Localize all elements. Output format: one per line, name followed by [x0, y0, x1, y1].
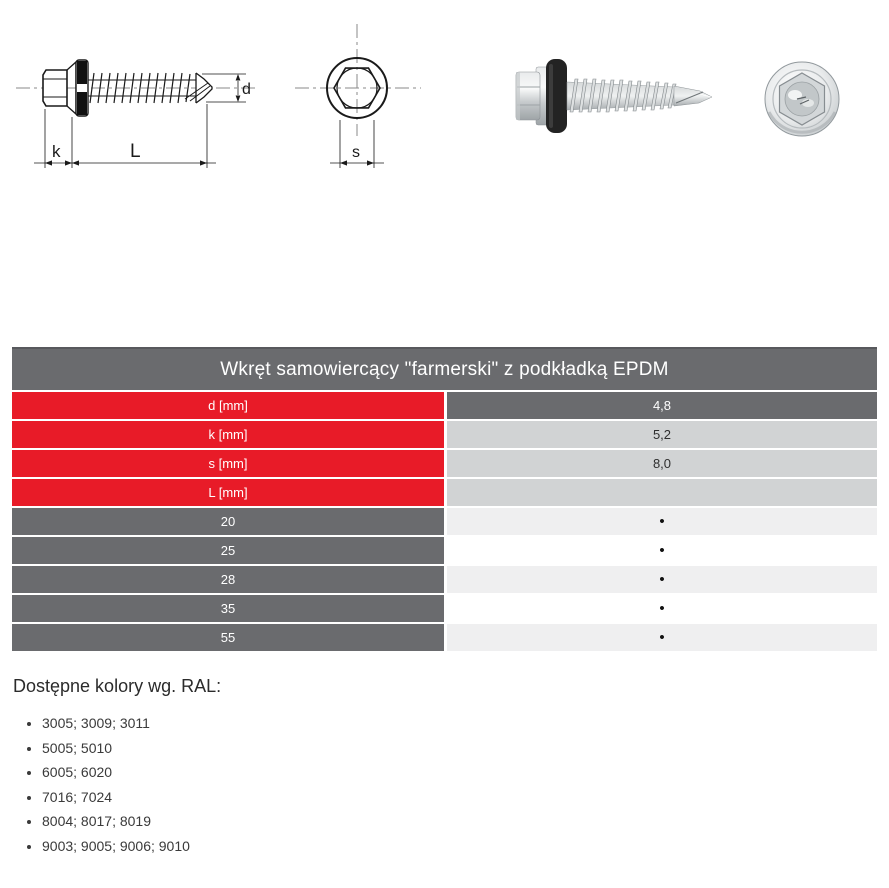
- screw-head-photo: [765, 62, 839, 136]
- table-row-s: [12, 450, 877, 477]
- row-value-k: 5,2: [447, 421, 877, 448]
- length-available-20: •: [447, 508, 877, 535]
- row-value-d: 4,8: [447, 392, 877, 419]
- hex-head-outline: [43, 70, 67, 106]
- length-label-55: 55: [12, 624, 444, 651]
- ral-colors-list: [13, 716, 221, 853]
- s-arrow-left: [340, 160, 347, 165]
- l-arrow-right: [200, 160, 207, 165]
- screw-side-photo: [516, 59, 712, 133]
- epdm-washer-bottom: [77, 92, 87, 115]
- d-arrow-up: [236, 74, 241, 81]
- dimension-label-k: k: [52, 142, 61, 161]
- ral-colors-item-5000: • 5005; 5010: [42, 741, 221, 756]
- length-available-28: •: [447, 566, 877, 593]
- length-available-25: •: [447, 537, 877, 564]
- ral-colors-item-3000: • 3005; 3009; 3011: [42, 716, 221, 731]
- hex-head-edge-shade: [516, 72, 520, 120]
- table-row-35: [12, 595, 877, 622]
- table-row-20: [12, 508, 877, 535]
- length-label-28: 28: [12, 566, 444, 593]
- table-row-28: [12, 566, 877, 593]
- l-arrow-left: [72, 160, 79, 165]
- table-row-k: [12, 421, 877, 448]
- spec-table: [12, 347, 877, 651]
- ral-colors-item-9000: • 9003; 9005; 9006; 9010: [42, 839, 221, 854]
- length-label-20: 20: [12, 508, 444, 535]
- row-value-s: 8,0: [447, 450, 877, 477]
- dimension-label-d: d: [242, 81, 251, 98]
- s-arrow-right: [367, 160, 374, 165]
- top-view-center-lines: [295, 24, 421, 136]
- table-row-25: [12, 537, 877, 564]
- side-view-drawing: [16, 60, 258, 168]
- kl-extension-lines: [45, 104, 207, 168]
- d-arrow-down: [236, 96, 241, 103]
- drill-point-outline: [196, 73, 212, 103]
- k-arrow-left: [45, 160, 52, 165]
- product-photos: [516, 59, 839, 136]
- top-view-drawing: [295, 24, 421, 168]
- product-figure: [0, 0, 889, 332]
- head-recess: [785, 82, 819, 116]
- ral-colors-section: [13, 676, 221, 863]
- length-available-55: •: [447, 624, 877, 651]
- dimension-label-L: L: [130, 141, 141, 162]
- length-label-25: 25: [12, 537, 444, 564]
- epdm-washer-highlight: [549, 64, 553, 128]
- row-label-k: k [mm]: [12, 421, 444, 448]
- dimension-k-l: [34, 104, 216, 168]
- row-value-L: [447, 479, 877, 506]
- length-label-35: 35: [12, 595, 444, 622]
- dimension-label-s: s: [352, 144, 360, 161]
- ral-colors-item-7000: • 7016; 7024: [42, 790, 221, 805]
- length-available-35: •: [447, 595, 877, 622]
- ral-colors-item-6000: • 6005; 6020: [42, 765, 221, 780]
- table-row-55: [12, 624, 877, 651]
- row-label-L: L [mm]: [12, 479, 444, 506]
- table-row-d: [12, 392, 877, 419]
- k-arrow-right: [65, 160, 72, 165]
- table-row-L: [12, 479, 877, 506]
- row-label-s: s [mm]: [12, 450, 444, 477]
- table-title: Wkręt samowiercący "farmerski" z podkładką EPDM: [12, 347, 877, 390]
- epdm-washer-top: [77, 61, 87, 84]
- row-label-d: d [mm]: [12, 392, 444, 419]
- ral-colors-heading: Dostępne kolory wg. RAL:: [13, 676, 222, 696]
- ral-colors-item-8000: • 8004; 8017; 8019: [42, 814, 221, 829]
- technical-drawing: [16, 24, 421, 168]
